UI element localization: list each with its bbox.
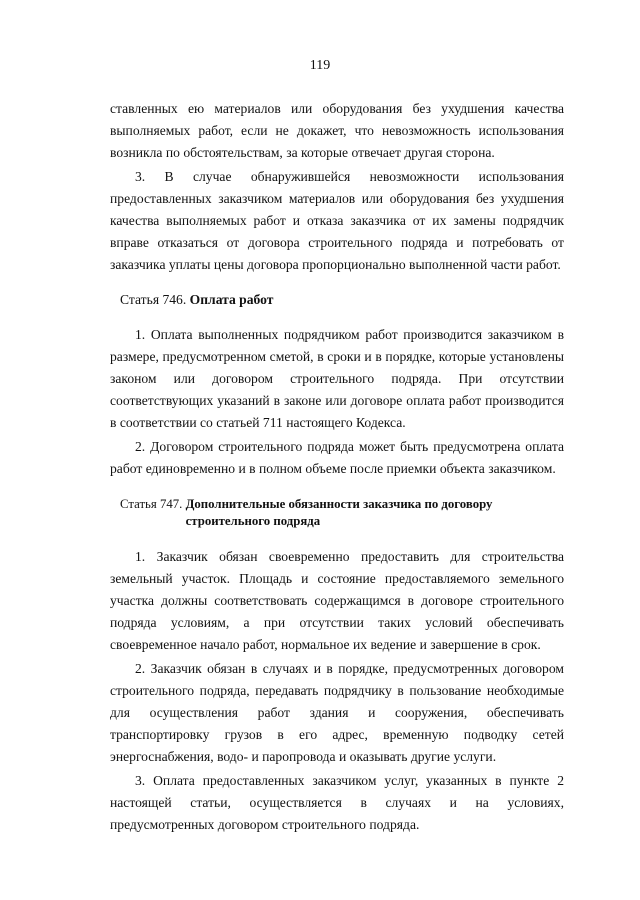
article-747-title: Дополнительные обязанности заказчика по договору строительного подряда bbox=[185, 497, 493, 528]
article-747-paragraph-3: 3. Оплата предоставленных заказчиком услуг, указанных в пункте 2 настоящей статьи, осуществляется в случаях и на условиях, предусмотренных договором строительного подряда. bbox=[110, 773, 564, 832]
paragraph-continuation: ставленных ею материалов или оборудования без ухудшения качества выполняемых работ, если не докажет, что невозможность использования возникла по обстоятельствам, за которые отвечает другая сторона. bbox=[110, 101, 564, 160]
article-747-paragraph-1: 1. Заказчик обязан своевременно предоставить для строительства земельный участок. Площадь и состояние предоставляемого земельного участка должны соответствовать содержащимся в договоре строительного подряда условиям, а при отсутствии таких условий обеспечивать своевременное начало работ, нормальное их ведение и завершение в срок. bbox=[110, 549, 564, 652]
article-746-paragraph-2: 2. Договором строительного подряда может быть предусмотрена оплата работ единовременно и в полном объеме после приемки объекта заказчиком. bbox=[110, 439, 564, 476]
article-747-heading bbox=[110, 496, 564, 530]
article-746-paragraph-1: 1. Оплата выполненных подрядчиком работ производится заказчиком в размере, предусмотренном сметой, в сроки и в порядке, которые установлены законом или договором строительного подряда. При отсутствии соответствующих указаний в законе или договоре оплата работ производится в соответствии со статьей 711 настоящего Кодекса. bbox=[110, 327, 564, 430]
article-746-heading bbox=[110, 289, 564, 311]
article-747-paragraph-2: 2. Заказчик обязан в случаях и в порядке, предусмотренных договором строительного подряда, передавать подрядчику в пользование необходимые для осуществления работ здания и сооружения, обеспечивать транспортировку грузов в его адрес, временную подводку сетей энергоснабжения, водо- и паропровода и оказывать другие услуги. bbox=[110, 661, 564, 764]
article-747-number: Статья 747. bbox=[120, 497, 186, 511]
document-body bbox=[110, 98, 564, 836]
page-number: 119 bbox=[309, 58, 331, 73]
article-746-title: Оплата работ bbox=[189, 292, 274, 307]
article-746-number: Статья 746. bbox=[120, 292, 190, 307]
paragraph-clause-3: 3. В случае обнаружившейся невозможности использования предоставленных заказчиком материалов или оборудования без ухудшения качества выполняемых работ и отказа заказчика от их замены подрядчик вправе отказаться от договора строительного подряда и потребовать от заказчика уплаты цены договора пропорционально выполненной части работ. bbox=[110, 169, 564, 272]
